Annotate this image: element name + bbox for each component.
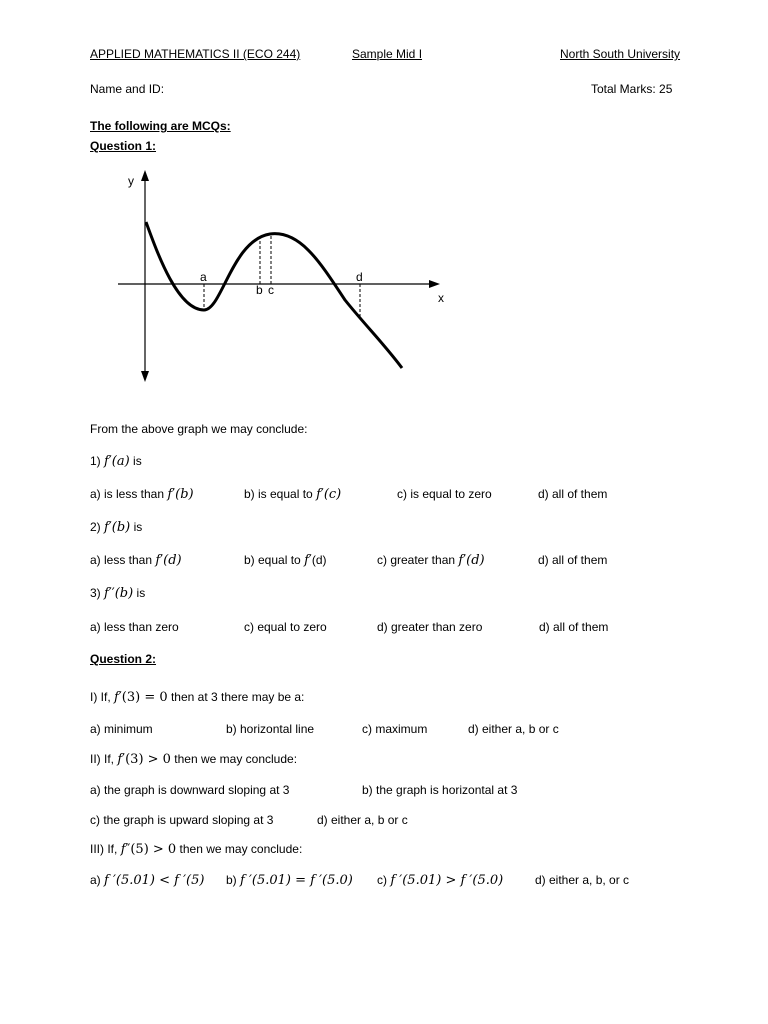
q1-item-1-option-d: d) all of them [538, 487, 608, 501]
q2-part-3-option-d: d) either a, b, or c [535, 873, 630, 887]
university-name: North South University [560, 47, 681, 61]
q1-item-3-stem: 3) f′′(b) is [90, 586, 146, 601]
graph-intro: From the above graph we may conclude: [90, 422, 308, 436]
q2-part-2-stem: II) If, f′(3) > 0 then we may conclude: [90, 752, 298, 767]
q2-part-2-option-d: d) either a, b or c [317, 813, 408, 827]
label-b: b [256, 283, 263, 297]
total-marks: Total Marks: 25 [591, 82, 673, 96]
q1-item-2-stem: 2) f′(b) is [90, 520, 143, 535]
q2-part-3-option-c: c) f ′(5.01) > f ′(5.0) [377, 873, 504, 888]
q1-item-2-option-a: a) less than f′(d) [90, 553, 182, 568]
x-axis-label: x [438, 291, 444, 305]
q1-item-2-option-c: c) greater than f′(d) [377, 553, 485, 568]
exam-title: Sample Mid I [352, 47, 423, 61]
q1-item-3-option-c: d) greater than zero [377, 620, 483, 634]
function-curve [146, 222, 402, 368]
q2-part-2-option-b: b) the graph is horizontal at 3 [362, 783, 518, 797]
label-c: c [268, 283, 274, 297]
q2-part-1-stem: I) If, f′(3) = 0 then at 3 there may be a: [90, 690, 305, 705]
label-d: d [356, 270, 363, 284]
name-id-label: Name and ID: [90, 82, 165, 96]
q1-item-3-option-a: a) less than zero [90, 620, 179, 634]
y-axis-arrow-down [141, 371, 149, 382]
label-a: a [200, 270, 207, 284]
q2-part-1-option-d: d) either a, b or c [468, 722, 559, 736]
q1-item-3-option-d: d) all of them [539, 620, 609, 634]
x-axis-arrow [429, 280, 440, 288]
q1-item-1-stem: 1) f′(a) is [90, 454, 142, 469]
q1-item-1-option-c: c) is equal to zero [397, 487, 492, 501]
function-graph [0, 0, 768, 420]
question-2-title: Question 2: [90, 652, 157, 666]
q1-item-2-option-d: d) all of them [538, 553, 608, 567]
q2-part-1-option-c: c) maximum [362, 722, 428, 736]
q1-item-1-option-a: a) is less than f′(b) [90, 487, 194, 502]
q2-part-3-option-b: b) f ′(5.01) = f ′(5.0) [226, 873, 353, 888]
q2-part-3-stem: III) If, f″(5) > 0 then we may conclude: [90, 842, 303, 857]
q2-part-2-option-a: a) the graph is downward sloping at 3 [90, 783, 290, 797]
y-axis-arrow-up [141, 170, 149, 181]
question-1-title: Question 1: [90, 139, 157, 153]
q1-item-3-option-b: c) equal to zero [244, 620, 327, 634]
q2-part-2-option-c: c) the graph is upward sloping at 3 [90, 813, 274, 827]
q2-part-1-option-b: b) horizontal line [226, 722, 315, 736]
q2-part-3-option-a: a) f ′(5.01) < f ′(5) [90, 873, 205, 888]
q2-part-1-option-a: a) minimum [90, 722, 153, 736]
q1-item-1-option-b: b) is equal to f′(c) [244, 487, 342, 502]
y-axis-label: y [128, 174, 134, 188]
course-title: APPLIED MATHEMATICS II (ECO 244) [90, 47, 301, 61]
q1-item-2-option-b: b) equal to f′(d) [244, 553, 327, 568]
section-title: The following are MCQs: [90, 119, 231, 133]
